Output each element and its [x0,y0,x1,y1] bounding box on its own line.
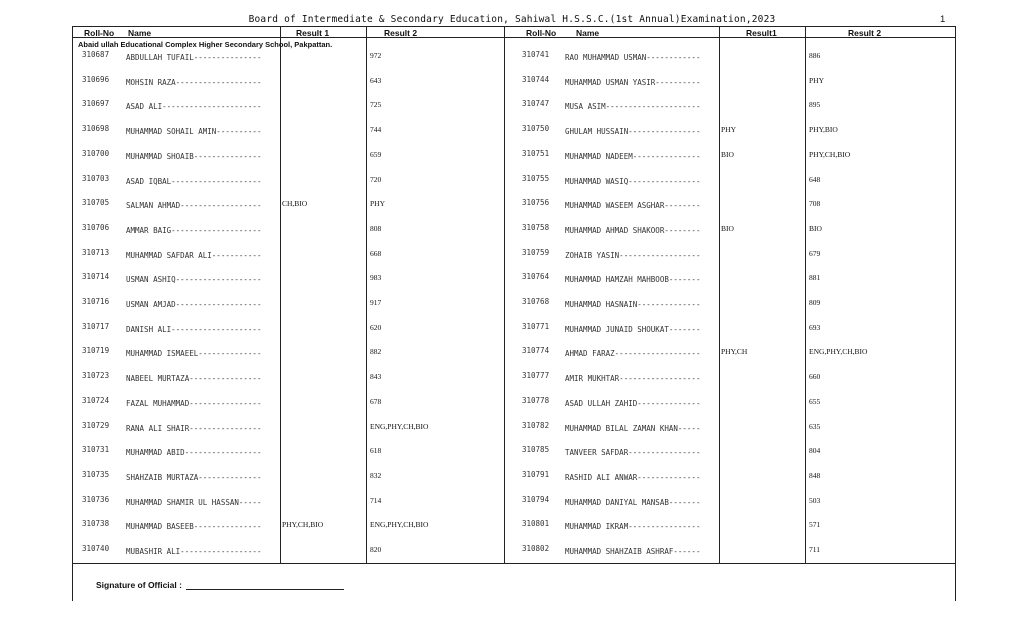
left-roll-no: 310706 [82,222,110,232]
left-roll-no: 310713 [82,247,110,257]
left-result2: 720 [370,174,382,184]
right-student-name: MUHAMMAD USMAN YASIR---------- [565,77,701,87]
right-result2: 848 [809,470,821,480]
right-roll-no: 310802 [522,544,550,553]
left-roll-header: Roll-No [84,28,115,38]
right-result2: 708 [809,199,821,209]
right-roll-no: 310774 [522,346,550,356]
signature-line [186,589,344,590]
left-roll-no: 310729 [82,420,110,430]
right-result1: BIO [721,149,734,159]
right-result2: 895 [809,100,821,110]
right-result2-divider [805,26,806,563]
left-student-name: SALMAN AHMAD------------------ [126,201,262,211]
signature-block [96,580,344,590]
left-result2: 643 [370,75,382,85]
right-name-header: Name [576,28,600,38]
left-roll-no: 310717 [82,321,110,331]
left-student-name: MUHAMMAD SAFDAR ALI----------- [126,250,262,260]
left-result2-header: Result 2 [384,28,418,38]
left-roll-no: 310724 [82,395,110,405]
right-student-name: TANVEER SAFDAR---------------- [565,448,701,458]
left-result2: 820 [370,545,382,554]
left-result2: 714 [370,495,382,505]
right-result2: 503 [809,495,821,505]
left-roll-no: 310719 [82,346,110,356]
right-roll-no: 310778 [522,395,550,405]
right-student-name: MUHAMMAD WASEEM ASGHAR-------- [565,201,701,211]
right-roll-no: 310794 [522,494,550,504]
left-roll-no: 310705 [82,198,110,208]
left-student-name: ABDULLAH TUFAIL--------------- [126,53,262,62]
left-student-name: MUHAMMAD SHOAIB--------------- [126,151,262,161]
right-result2: ENG,PHY,CH,BIO [809,347,868,357]
left-roll-no: 310696 [82,74,110,84]
right-student-name: MUHAMMAD AHMAD SHAKOOR-------- [565,225,701,235]
left-result2: 882 [370,347,382,357]
left-student-name: MOHSIN RAZA------------------- [126,77,262,87]
left-result2: ENG,PHY,CH,BIO [370,520,429,530]
left-roll-no: 310723 [82,371,110,381]
left-student-name: MUHAMMAD ISMAEEL-------------- [126,349,262,359]
left-roll-no: 310714 [82,272,110,282]
right-result2: 881 [809,273,821,283]
left-result2: 620 [370,322,382,332]
right-roll-no: 310741 [522,50,550,59]
right-result2: 809 [809,298,821,307]
right-student-name: GHULAM HUSSAIN---------------- [565,127,701,137]
left-student-name: RANA ALI SHAIR---------------- [126,423,262,433]
right-student-name: MUHAMMAD JUNAID SHOUKAT------- [565,324,701,334]
right-result2: 655 [809,396,821,406]
right-roll-no: 310777 [522,371,550,381]
right-roll-no: 310750 [522,124,550,134]
left-result2: 808 [370,223,382,233]
left-result1-divider [280,26,281,563]
results-table-frame [72,26,956,601]
header-bottom-rule [72,37,956,38]
right-result2-header: Result 2 [848,28,882,38]
center-divider [504,26,505,563]
left-result2: 744 [370,125,382,135]
left-roll-no: 310716 [82,297,110,306]
right-student-name: MUSA ASIM--------------------- [565,102,701,112]
right-student-name: MUHAMMAD DANIYAL MANSAB------- [565,497,701,507]
signature-label: Signature of Official : [96,580,182,590]
right-student-name: ZOHAIB YASIN------------------ [565,250,701,260]
right-result2: 693 [809,322,821,332]
left-result2: 678 [370,396,382,406]
left-roll-no: 310736 [82,494,110,504]
left-roll-no: 310697 [82,99,110,109]
document-title: Board of Intermediate & Secondary Education, Sahiwal H.S.S.C.(1st Annual)Examination,2023 [248,14,776,25]
left-student-name: ASAD ALI---------------------- [126,102,262,112]
left-roll-no: 310700 [82,148,110,158]
left-result2: 725 [370,100,382,110]
left-student-name: USMAN AMJAD------------------- [126,300,262,309]
left-student-name: FAZAL MUHAMMAD---------------- [126,398,262,408]
left-result2: 659 [370,149,382,159]
right-student-name: ASAD ULLAH ZAHID-------------- [565,398,701,408]
right-result2: 571 [809,520,821,530]
left-result2: 843 [370,372,382,382]
right-student-name: MUHAMMAD SHAHZAIB ASHRAF------ [565,547,701,556]
right-student-name: RASHID ALI ANWAR-------------- [565,472,701,482]
right-result2: 660 [809,372,821,382]
right-roll-no: 310801 [522,519,550,529]
right-student-name: MUHAMMAD BILAL ZAMAN KHAN----- [565,423,701,433]
right-result1-divider [719,26,720,563]
left-result2: 618 [370,446,382,456]
left-result1: PHY,CH,BIO [282,520,324,530]
right-result2: 711 [809,545,820,554]
right-roll-no: 310751 [522,148,550,158]
page-number: 1 [940,14,946,25]
right-result2: BIO [809,223,822,233]
right-roll-no: 310764 [522,272,550,282]
left-student-name: MUHAMMAD BASEEB--------------- [126,522,262,532]
right-result1: BIO [721,223,734,233]
right-roll-no: 310785 [522,445,550,455]
footer-rule [72,563,956,564]
left-name-header: Name [128,28,152,38]
right-student-name: MUHAMMAD HASNAIN-------------- [565,300,701,309]
right-result2: 648 [809,174,821,184]
left-result2: 983 [370,273,382,283]
left-student-name: MUHAMMAD SOHAIL AMIN---------- [126,127,262,137]
right-result2: 804 [809,446,821,456]
left-roll-no: 310687 [82,50,110,59]
right-roll-no: 310768 [522,297,550,306]
right-roll-no: 310756 [522,198,550,208]
left-student-name: MUBASHIR ALI------------------ [126,547,262,556]
right-result1-header: Result1 [746,28,777,38]
left-roll-no: 310698 [82,124,110,134]
left-result2: 972 [370,51,382,60]
right-student-name: MUHAMMAD HAMZAH MAHBOOB------- [565,275,701,285]
left-student-name: AMMAR BAIG-------------------- [126,225,262,235]
right-roll-no: 310755 [522,173,550,183]
left-student-name: DANISH ALI-------------------- [126,324,262,334]
left-student-name: SHAHZAIB MURTAZA-------------- [126,472,262,482]
left-result1-header: Result 1 [296,28,330,38]
header-top-rule [72,26,956,27]
left-result2-divider [366,26,367,563]
right-roll-no: 310782 [522,420,550,430]
left-roll-no: 310740 [82,544,110,553]
left-roll-no: 310731 [82,445,110,455]
right-student-name: MUHAMMAD NADEEM--------------- [565,151,701,161]
left-student-name: NABEEL MURTAZA---------------- [126,374,262,384]
right-roll-no: 310758 [522,222,550,232]
left-result2: 832 [370,470,382,480]
right-roll-no: 310744 [522,74,550,84]
right-result1: PHY,CH [721,347,748,357]
left-result2: 668 [370,248,382,258]
right-student-name: MUHAMMAD IKRAM---------------- [565,522,701,532]
right-result1: PHY [721,125,737,135]
right-student-name: RAO MUHAMMAD USMAN------------ [565,53,701,62]
left-result1: CH,BIO [282,199,308,209]
right-roll-no: 310759 [522,247,550,257]
left-roll-no: 310735 [82,469,110,479]
right-result2: PHY,BIO [809,125,838,135]
right-student-name: AMIR MUKHTAR------------------ [565,374,701,384]
left-result2: 917 [370,298,382,307]
right-roll-no: 310791 [522,469,550,479]
left-student-name: MUHAMMAD SHAMIR UL HASSAN----- [126,497,262,507]
right-student-name: AHMAD FARAZ------------------- [565,349,701,359]
school-name: Abaid ullah Educational Complex Higher Secondary School, Pakpattan. [78,40,333,49]
right-result2: PHY [809,75,825,85]
left-result2: ENG,PHY,CH,BIO [370,421,429,431]
left-student-name: ASAD IQBAL-------------------- [126,176,262,186]
right-student-name: MUHAMMAD WASIQ---------------- [565,176,701,186]
right-result2: 635 [809,421,821,431]
right-result2: PHY,CH,BIO [809,149,851,159]
left-roll-no: 310738 [82,519,110,529]
right-roll-no: 310771 [522,321,550,331]
left-student-name: USMAN ASHIQ------------------- [126,275,262,285]
right-roll-header: Roll-No [526,28,557,38]
right-roll-no: 310747 [522,99,550,109]
right-result2: 679 [809,248,821,258]
left-result2: PHY [370,199,386,209]
left-student-name: MUHAMMAD ABID----------------- [126,448,262,458]
left-roll-no: 310703 [82,173,110,183]
right-result2: 886 [809,51,821,60]
